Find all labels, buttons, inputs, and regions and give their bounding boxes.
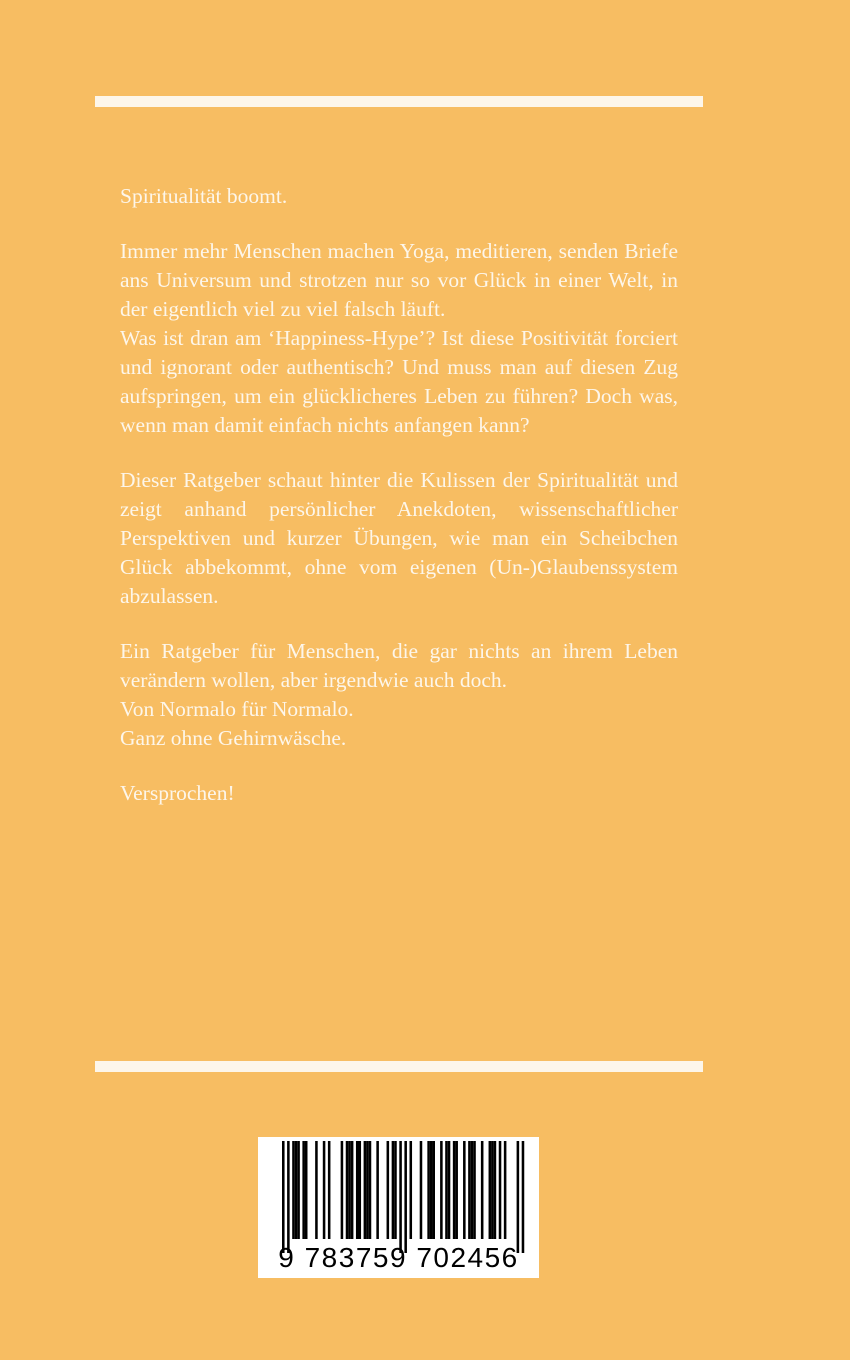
barcode-bar — [282, 1141, 285, 1253]
barcode-bar — [323, 1141, 326, 1239]
barcode-bar — [494, 1141, 497, 1239]
barcode-bar — [453, 1141, 456, 1239]
barcode-bar — [302, 1141, 305, 1239]
barcode-bar — [404, 1141, 407, 1253]
barcode-bar — [420, 1141, 423, 1239]
barcode-bar — [392, 1141, 395, 1239]
barcode-bar — [315, 1141, 318, 1239]
barcode-bar — [369, 1141, 372, 1239]
barcode-bar — [471, 1141, 474, 1239]
barcode-bar — [430, 1141, 433, 1239]
blurb-opening: Spiritualität boomt. — [120, 184, 288, 208]
barcode-bar — [376, 1141, 379, 1239]
barcode-bar — [348, 1141, 351, 1239]
barcode-bar — [297, 1141, 300, 1239]
blurb-paragraph-4: Ein Ratgeber für Menschen, die gar nichts an ihrem Leben verändern wollen, aber irgendwie auch doch. — [120, 639, 678, 692]
blurb-paragraph-3: Dieser Ratgeber schaut hinter die Kulissen der Spiritualität und zeigt anhand persönlicher Anekdoten, wissenschaftlicher Perspektiven und kurzer Übungen, wie man ein Scheibchen Glück abbekommt, ohne vom eigenen (Un-)Glaubenssystem abzulassen. — [120, 468, 678, 608]
barcode-bar — [522, 1141, 525, 1253]
barcode-bar — [328, 1141, 331, 1239]
barcode-bar — [440, 1141, 443, 1239]
barcode-bar — [445, 1141, 448, 1239]
barcode-bar — [473, 1141, 476, 1239]
barcode-bar — [481, 1141, 484, 1239]
barcode-bar — [491, 1141, 494, 1239]
barcode-bar — [295, 1141, 298, 1239]
blurb-line-normalo: Von Normalo für Normalo. — [120, 697, 354, 721]
bottom-divider — [95, 1061, 703, 1072]
barcode-bar — [455, 1141, 458, 1239]
barcode-bar — [366, 1141, 369, 1239]
barcode-bar — [364, 1141, 367, 1239]
barcode-bar — [287, 1141, 290, 1253]
barcode-bar — [346, 1141, 349, 1239]
blurb-paragraph-2: Was ist dran am ‘Happiness-Hype’? Ist diese Positivität forciert und ignorant oder authentisch? Und muss man auf diesen Zug aufspringen, um ein glücklicheres Leben zu führen? Doch was, wenn man damit einfach nichts anfangen kann? — [120, 326, 678, 437]
barcode-bar — [351, 1141, 354, 1239]
barcode-bar — [356, 1141, 359, 1239]
blurb-paragraph-1: Immer mehr Menschen machen Yoga, meditieren, senden Briefe ans Universum und strotzen nur so vor Glück in einer Welt, in der eigentlich viel zu viel falsch läuft. — [120, 239, 678, 321]
barcode-bar — [517, 1141, 520, 1253]
barcode-bar — [432, 1141, 435, 1239]
barcode-bar — [359, 1141, 362, 1239]
isbn-barcode — [258, 1137, 539, 1278]
barcode-bar — [410, 1141, 413, 1239]
barcode-bar — [292, 1141, 295, 1239]
barcode-bar — [427, 1141, 430, 1239]
barcode-bar — [468, 1141, 471, 1239]
barcode-bar — [489, 1141, 492, 1239]
barcode-bar — [499, 1141, 502, 1239]
blurb-line-gehirnwaesche: Ganz ohne Gehirnwäsche. — [120, 726, 347, 750]
barcode-bar — [463, 1141, 466, 1239]
barcode-bar — [341, 1141, 344, 1239]
isbn-number: 9 783759 702456 — [278, 1242, 519, 1273]
barcode-bar — [448, 1141, 451, 1239]
blurb-closing: Versprochen! — [120, 781, 235, 805]
barcode-bar — [387, 1141, 390, 1239]
back-cover-blurb — [120, 182, 678, 808]
barcode-bar — [504, 1141, 507, 1239]
barcode-bar — [399, 1141, 402, 1253]
barcode-bar — [305, 1141, 308, 1239]
barcode-bar — [394, 1141, 397, 1239]
top-divider — [95, 96, 703, 107]
